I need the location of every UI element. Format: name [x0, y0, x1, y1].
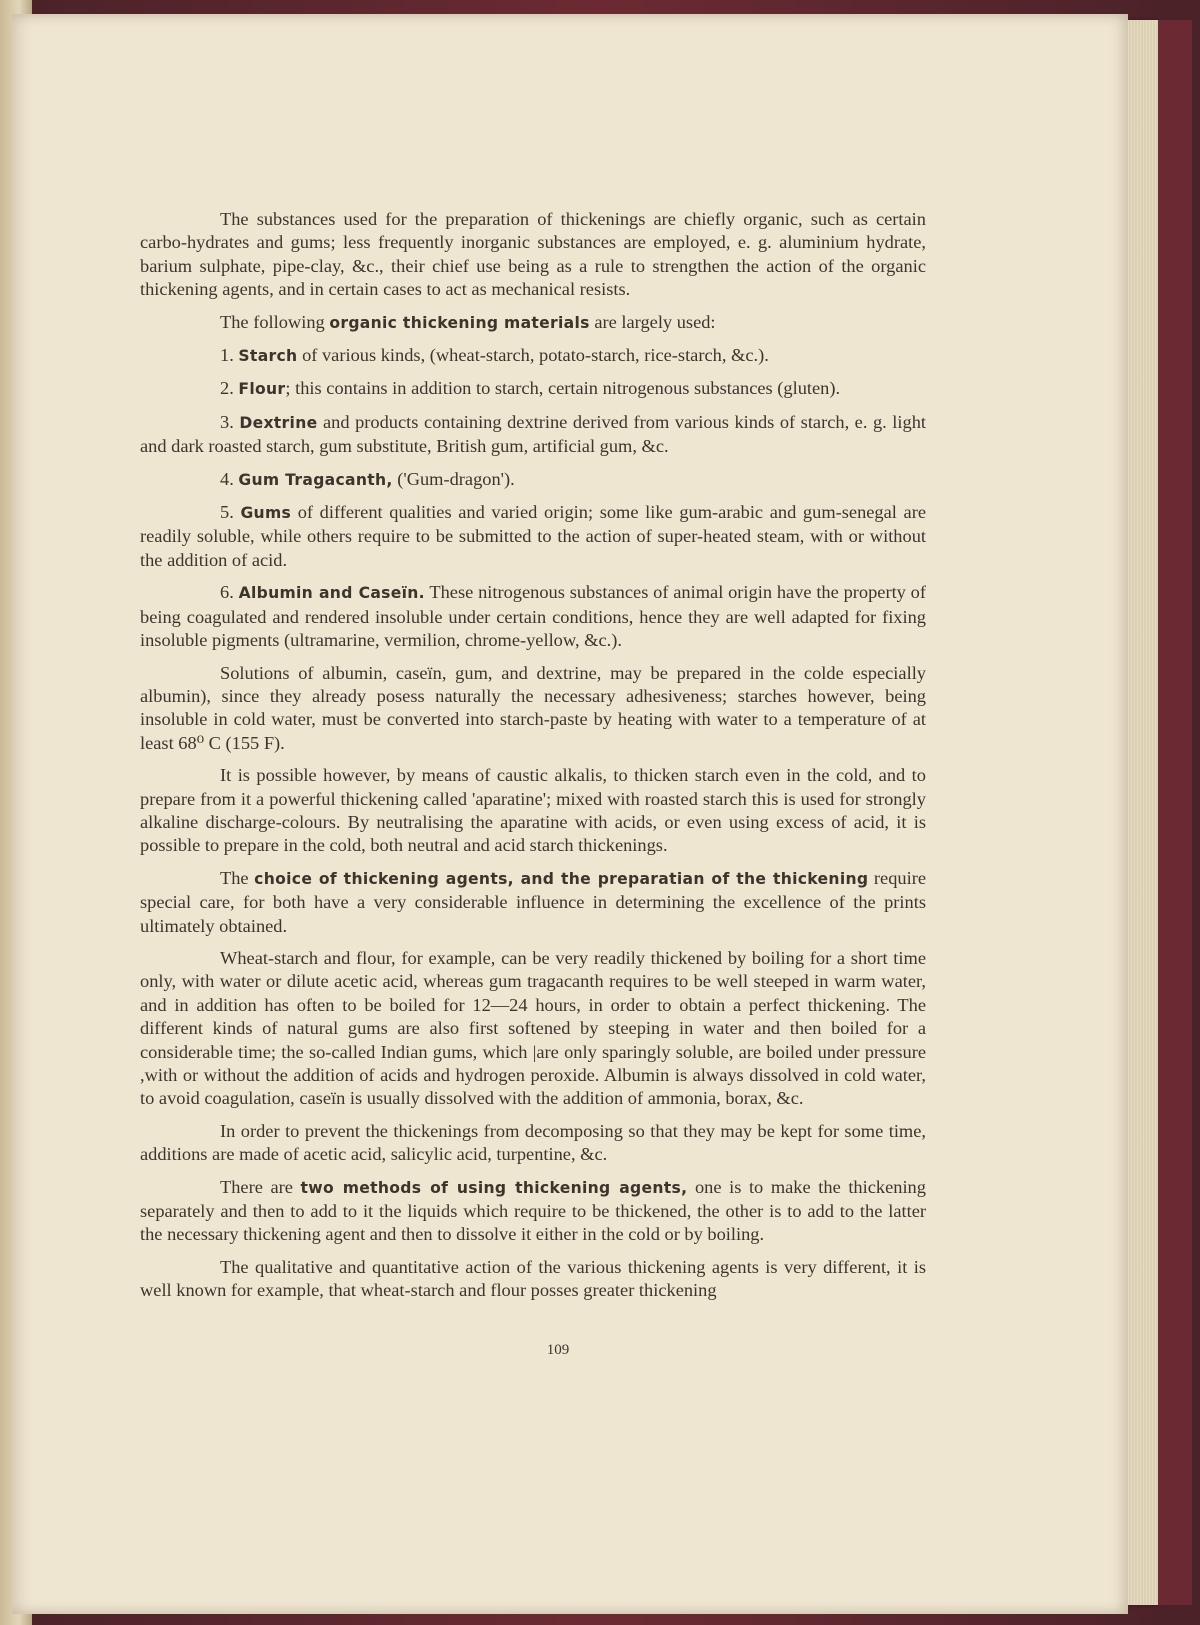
item-term: Gums	[240, 504, 292, 523]
list-item	[140, 344, 926, 368]
wheat-paragraph: Wheat-starch and flour, for example, can be very readily thickened by boiling for a short time only, with water or dilute acetic acid, whereas gum tragacanth requires to be well steeped in warm water, and in addition has often to be boiled for 12—24 hours, in order to obtain a perfect thickening. The different kinds of natural gums are also first softened by steeping in water and then boiled for a considerable time; the so-called Indian gums, which |are only sparingly soluble, are boiled under pressure ,with or without the addition of acids and hydrogen peroxide. Albumin is always dissolved in cold water, to avoid coagulation, caseïn is usually dissolved with the addition of ammonia, borax, &c.	[140, 947, 926, 1109]
item-text: of different qualities and varied origin; some like gum-arabic and gum-senegal are readily soluble, while others require to be submitted to the action of super-heated steam, with or without the addition of acid.	[140, 502, 926, 570]
methods-paragraph	[140, 1176, 926, 1247]
item-number: 1.	[220, 345, 234, 366]
item-text: ('Gum-dragon').	[397, 468, 515, 489]
item-number: 3.	[220, 411, 234, 432]
item-text: of various kinds, (wheat-starch, potato-starch, rice-starch, &c.).	[302, 345, 769, 366]
methods-post: one is to make the thickening separately and then to add to it the liquids which require to be thickened, the other is to add to the latter the necessary thickening agent and then to dissolve it either in the cold or by boiling.	[140, 1176, 926, 1245]
item-term: Flour	[238, 380, 286, 399]
list-item	[140, 501, 926, 572]
intro-paragraph: The substances used for the preparation of thickenings are chiefly organic, such as certain carbo-hydrates and gums; less frequently inorganic substances are employed, e. g. aluminium hydrate, barium sulphate, pipe-clay, &c., their chief use being as a rule to strengthen the action of the organic thickening agents, and in certain cases to act as mechanical resists.	[140, 209, 926, 300]
item-text: These nitrogenous substances of animal origin have the property of being coagulated and rendered insoluble under certain conditions, hence they are well adapted for fixing insoluble pigments (ultramarine, vermilion, chrome-yellow, &c.).	[140, 582, 926, 651]
page-body	[140, 208, 926, 1312]
solutions-paragraph: Solutions of albumin, caseïn, gum, and dextrine, may be prepared in the colde especially albumin), since they already posess naturally the necessary adhesiveness; starches however, being insoluble in cold water, must be converted into starch-paste by heating with water to a temperature of at least 68⁰ C (155 F).	[140, 662, 926, 753]
item-text: and products containing dextrine derived from various kinds of starch, e. g. light and dark roasted starch, gum substitute, British gum, artificial gum, &c.	[140, 411, 926, 457]
item-number: 2.	[220, 378, 234, 399]
item-term: Gum Tragacanth,	[238, 470, 393, 489]
choice-bold: choice of thickening agents, and the preparatian of the thickening	[254, 869, 869, 888]
item-number: 4.	[220, 468, 234, 489]
item-number: 5.	[220, 502, 234, 523]
methods-bold: two methods of using thickening agents,	[300, 1178, 688, 1197]
item-term: Dextrine	[239, 413, 318, 432]
prevent-paragraph: In order to prevent the thickenings from decomposing so that they may be kept for some time, additions are made of acetic acid, salicylic acid, turpentine, &c.	[140, 1120, 926, 1165]
following-post: are largely used:	[594, 311, 716, 332]
methods-pre: There are	[220, 1176, 293, 1197]
choice-post: require special care, for both have a very considerable influence in determining the excellence of the prints ultimately obtained.	[140, 867, 926, 936]
page-number: 109	[546, 1342, 570, 1358]
following-bold: organic thickening materials	[329, 313, 590, 332]
choice-paragraph	[140, 867, 926, 938]
list-item	[140, 468, 926, 492]
following-paragraph	[140, 311, 926, 335]
possible-paragraph: It is possible however, by means of caustic alkalis, to thicken starch even in the cold, and to prepare from it a powerful thickening called 'aparatine'; mixed with roasted starch this is used for strongly alkaline discharge-colours. By neutralising the aparatine with acids, or even using excess of acid, it is possible to prepare in the cold, both neutral and acid starch thickenings.	[140, 765, 926, 856]
item-number: 6.	[220, 582, 234, 603]
item-term: Starch	[238, 347, 298, 366]
list-item	[140, 581, 926, 652]
choice-pre: The	[220, 867, 249, 888]
book-binding	[1158, 20, 1192, 1605]
item-term: Albumin and Caseïn.	[238, 584, 425, 603]
list-item	[140, 377, 926, 401]
following-pre: The following	[220, 311, 325, 332]
list-item	[140, 411, 926, 459]
qualitative-paragraph: The qualitative and quantitative action of the various thickening agents is very different, it is well known for example, that wheat-starch and flour posses greater thickening	[140, 1256, 926, 1301]
item-text: ; this contains in addition to starch, certain nitrogenous substances (gluten).	[285, 378, 841, 399]
